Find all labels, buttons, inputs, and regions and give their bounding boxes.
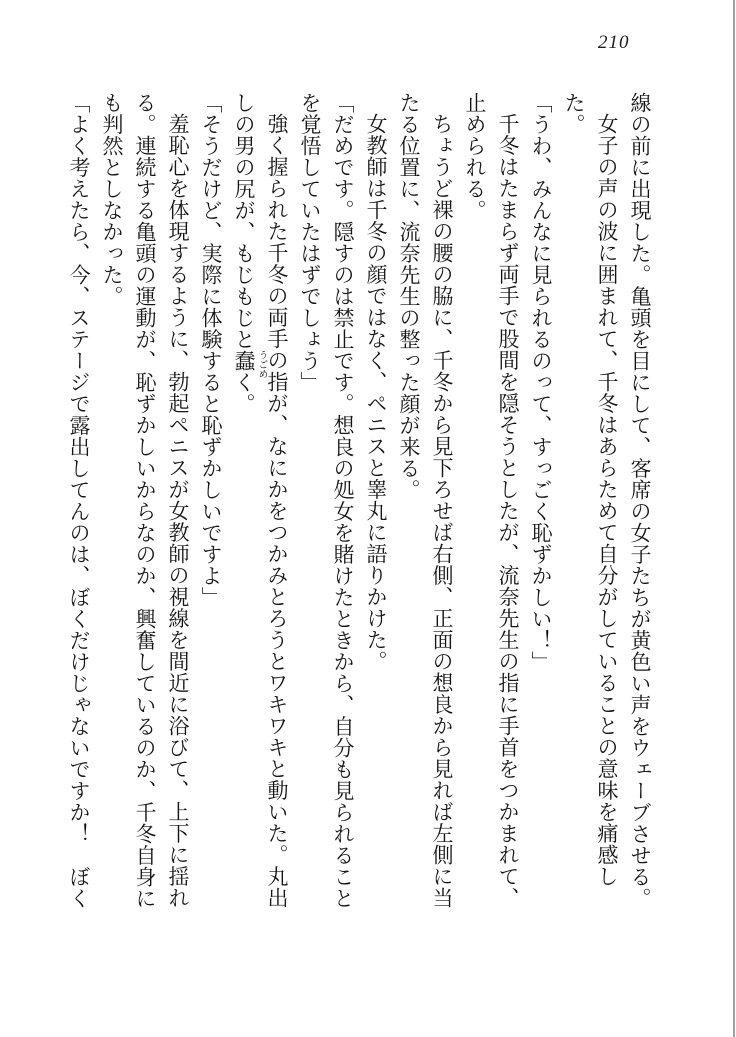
page-number: 210 [598, 32, 630, 53]
furigana: うごめ [256, 350, 267, 379]
text-line: を覚悟していたはずでしょう」 [298, 92, 322, 393]
text-line: 「そうだけど、実際に体験すると恥ずかしいですよ」 [199, 92, 223, 608]
ruby-annotated-char: 蠢 うごめ [232, 350, 267, 379]
text-line: も判然としなかった。 [100, 92, 124, 307]
text-line: 「よく考えたら、今、ステージで露出してんのは、ぼくだけじゃないですか！ ぼく [67, 92, 91, 909]
text-line: 「うわ、みんなに見られるのって、すっごく恥ずかしい！」 [529, 92, 553, 673]
text-line: 「だめです。隠すのは禁止です。想良の処女を賭けたときから、自分も見られること [331, 92, 355, 909]
text-line: る。連続する亀頭の運動が、恥ずかしいからなのか、興奮しているのか、千冬自身に [133, 92, 157, 909]
text-line: ちょうど裸の腰の脇に、千冬から見下ろせば右側、正面の想良から見れば左側に当 [430, 113, 454, 909]
text-line: 女子の声の波に囲まれて、千冬はあらためて自分がしていることの意味を痛感した。 [562, 92, 619, 887]
text-line: 女教師は千冬の顔ではなく、ペニスと睾丸に語りかけた。 [364, 113, 388, 672]
text-line: 羞恥心を体現するように、勃起ペニスが女教師の視線を間近に浴びて、上下に揺れ [166, 113, 190, 909]
page-edge-line [733, 0, 735, 1037]
text-line: 千冬はたまらず両手で股間を隠そうとしたが、流奈先生の指に手首をつかまれて、 [496, 113, 520, 909]
text-line: 線の前に出現した。亀頭を目にして、客席の女子たちが黄色い声をウェーブさせる。 [628, 92, 652, 909]
text-block [67, 92, 656, 918]
text-line: しの男の尻が、もじもじと蠢 うごめ く。 [232, 92, 267, 415]
text-line: 強く握られた千冬の両手の指が、なにかをつかみとろうとワキワキと動いた。丸出 [265, 113, 289, 909]
text-line: 止められる。 [463, 92, 487, 221]
text-line: たる位置に、流奈先生の整った顔が来る。 [397, 92, 421, 501]
